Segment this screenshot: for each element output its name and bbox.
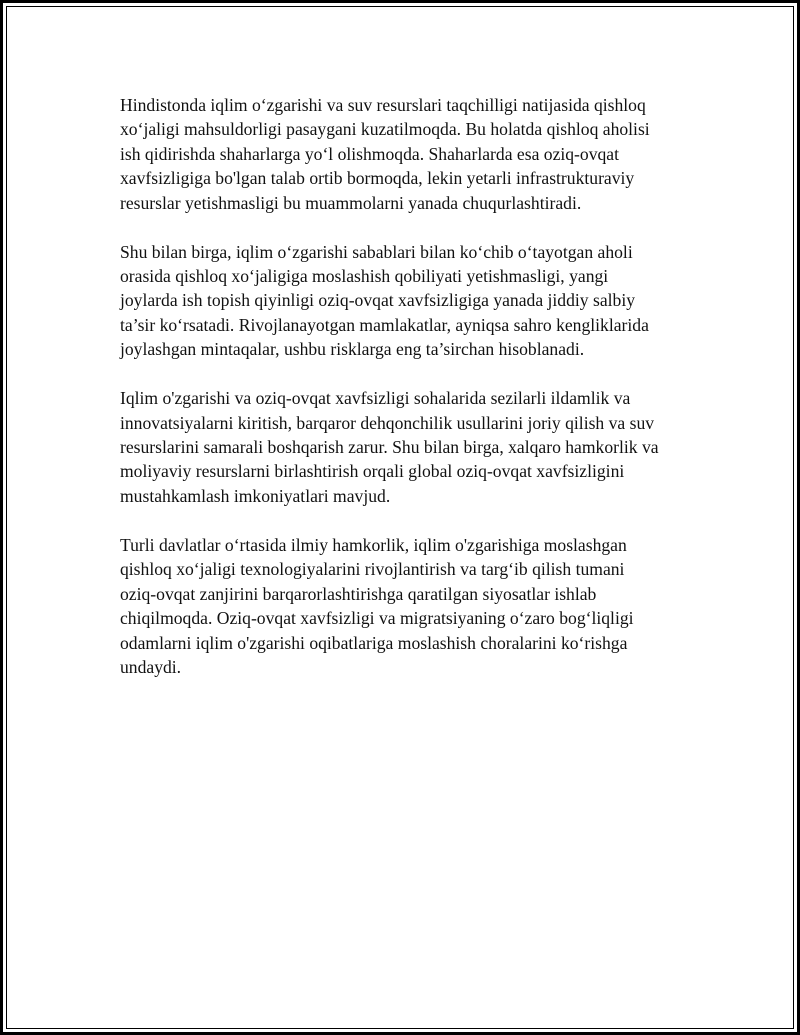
paragraph-2: Shu bilan birga, iqlim o‘zgarishi sabablari bilan ko‘chib o‘tayotgan aholi orasida qishloq xo‘jaligiga moslashish qobiliyati yetishmasligi, yangi joylarda ish topish qiyinligi oziq-ovqat xavfsizligiga yanada jiddiy salbiy ta’sir ko‘rsatadi. Rivojlanayotgan mamlakatlar, ayniqsa sahro kengliklarida joylashgan mintaqalar, ushbu risklarga eng ta’sirchan hisoblanadi.	[120, 241, 649, 360]
document-body	[120, 93, 710, 704]
paragraph-3: Iqlim o'zgarishi va oziq-ovqat xavfsizligi sohalarida sezilarli ildamlik va innovatsiyalarni kiritish, barqaror dehqonchilik usullarini joriy qilish va suv resurslarini samarali boshqarish zarur. Shu bilan birga, xalqaro hamkorlik va moliyaviy resurslarni birlashtirish orqali global oziq-ovqat xavfsizligini mustahkamlash imkoniyatlari mavjud.	[120, 388, 659, 506]
paragraph-1: Hindistonda iqlim o‘zgarishi va suv resurslari taqchilligi natijasida qishloq xo‘jaligi mahsuldorligi pasaygani kuzatilmoqda. Bu holatda qishloq aholisi ish qidirishda shaharlarga yo‘l olishmoqda. Shaharlarda esa oziq-ovqat xavfsizligiga bo'lgan talab ortib bormoqda, lekin yetarli infrastrukturaviy resurslar yetishmasligi bu muammolarni yanada chuqurlashtiradi.	[120, 95, 650, 213]
paragraph-4: Turli davlatlar o‘rtasida ilmiy hamkorlik, iqlim o'zgarishiga moslashgan qishloq xo‘jaligi texnologiyalarini rivojlantirish va targ‘ib qilish tumani oziq-ovqat zanjirini barqarorlashtirishga qaratilgan siyosatlar ishlab chiqilmoqda. Oziq-ovqat xavfsizligi va migratsiyaning o‘zaro bog‘liqligi odamlarni iqlim o'zgarishi oqibatlariga moslashish choralarini ko‘rishga undaydi.	[120, 534, 634, 677]
